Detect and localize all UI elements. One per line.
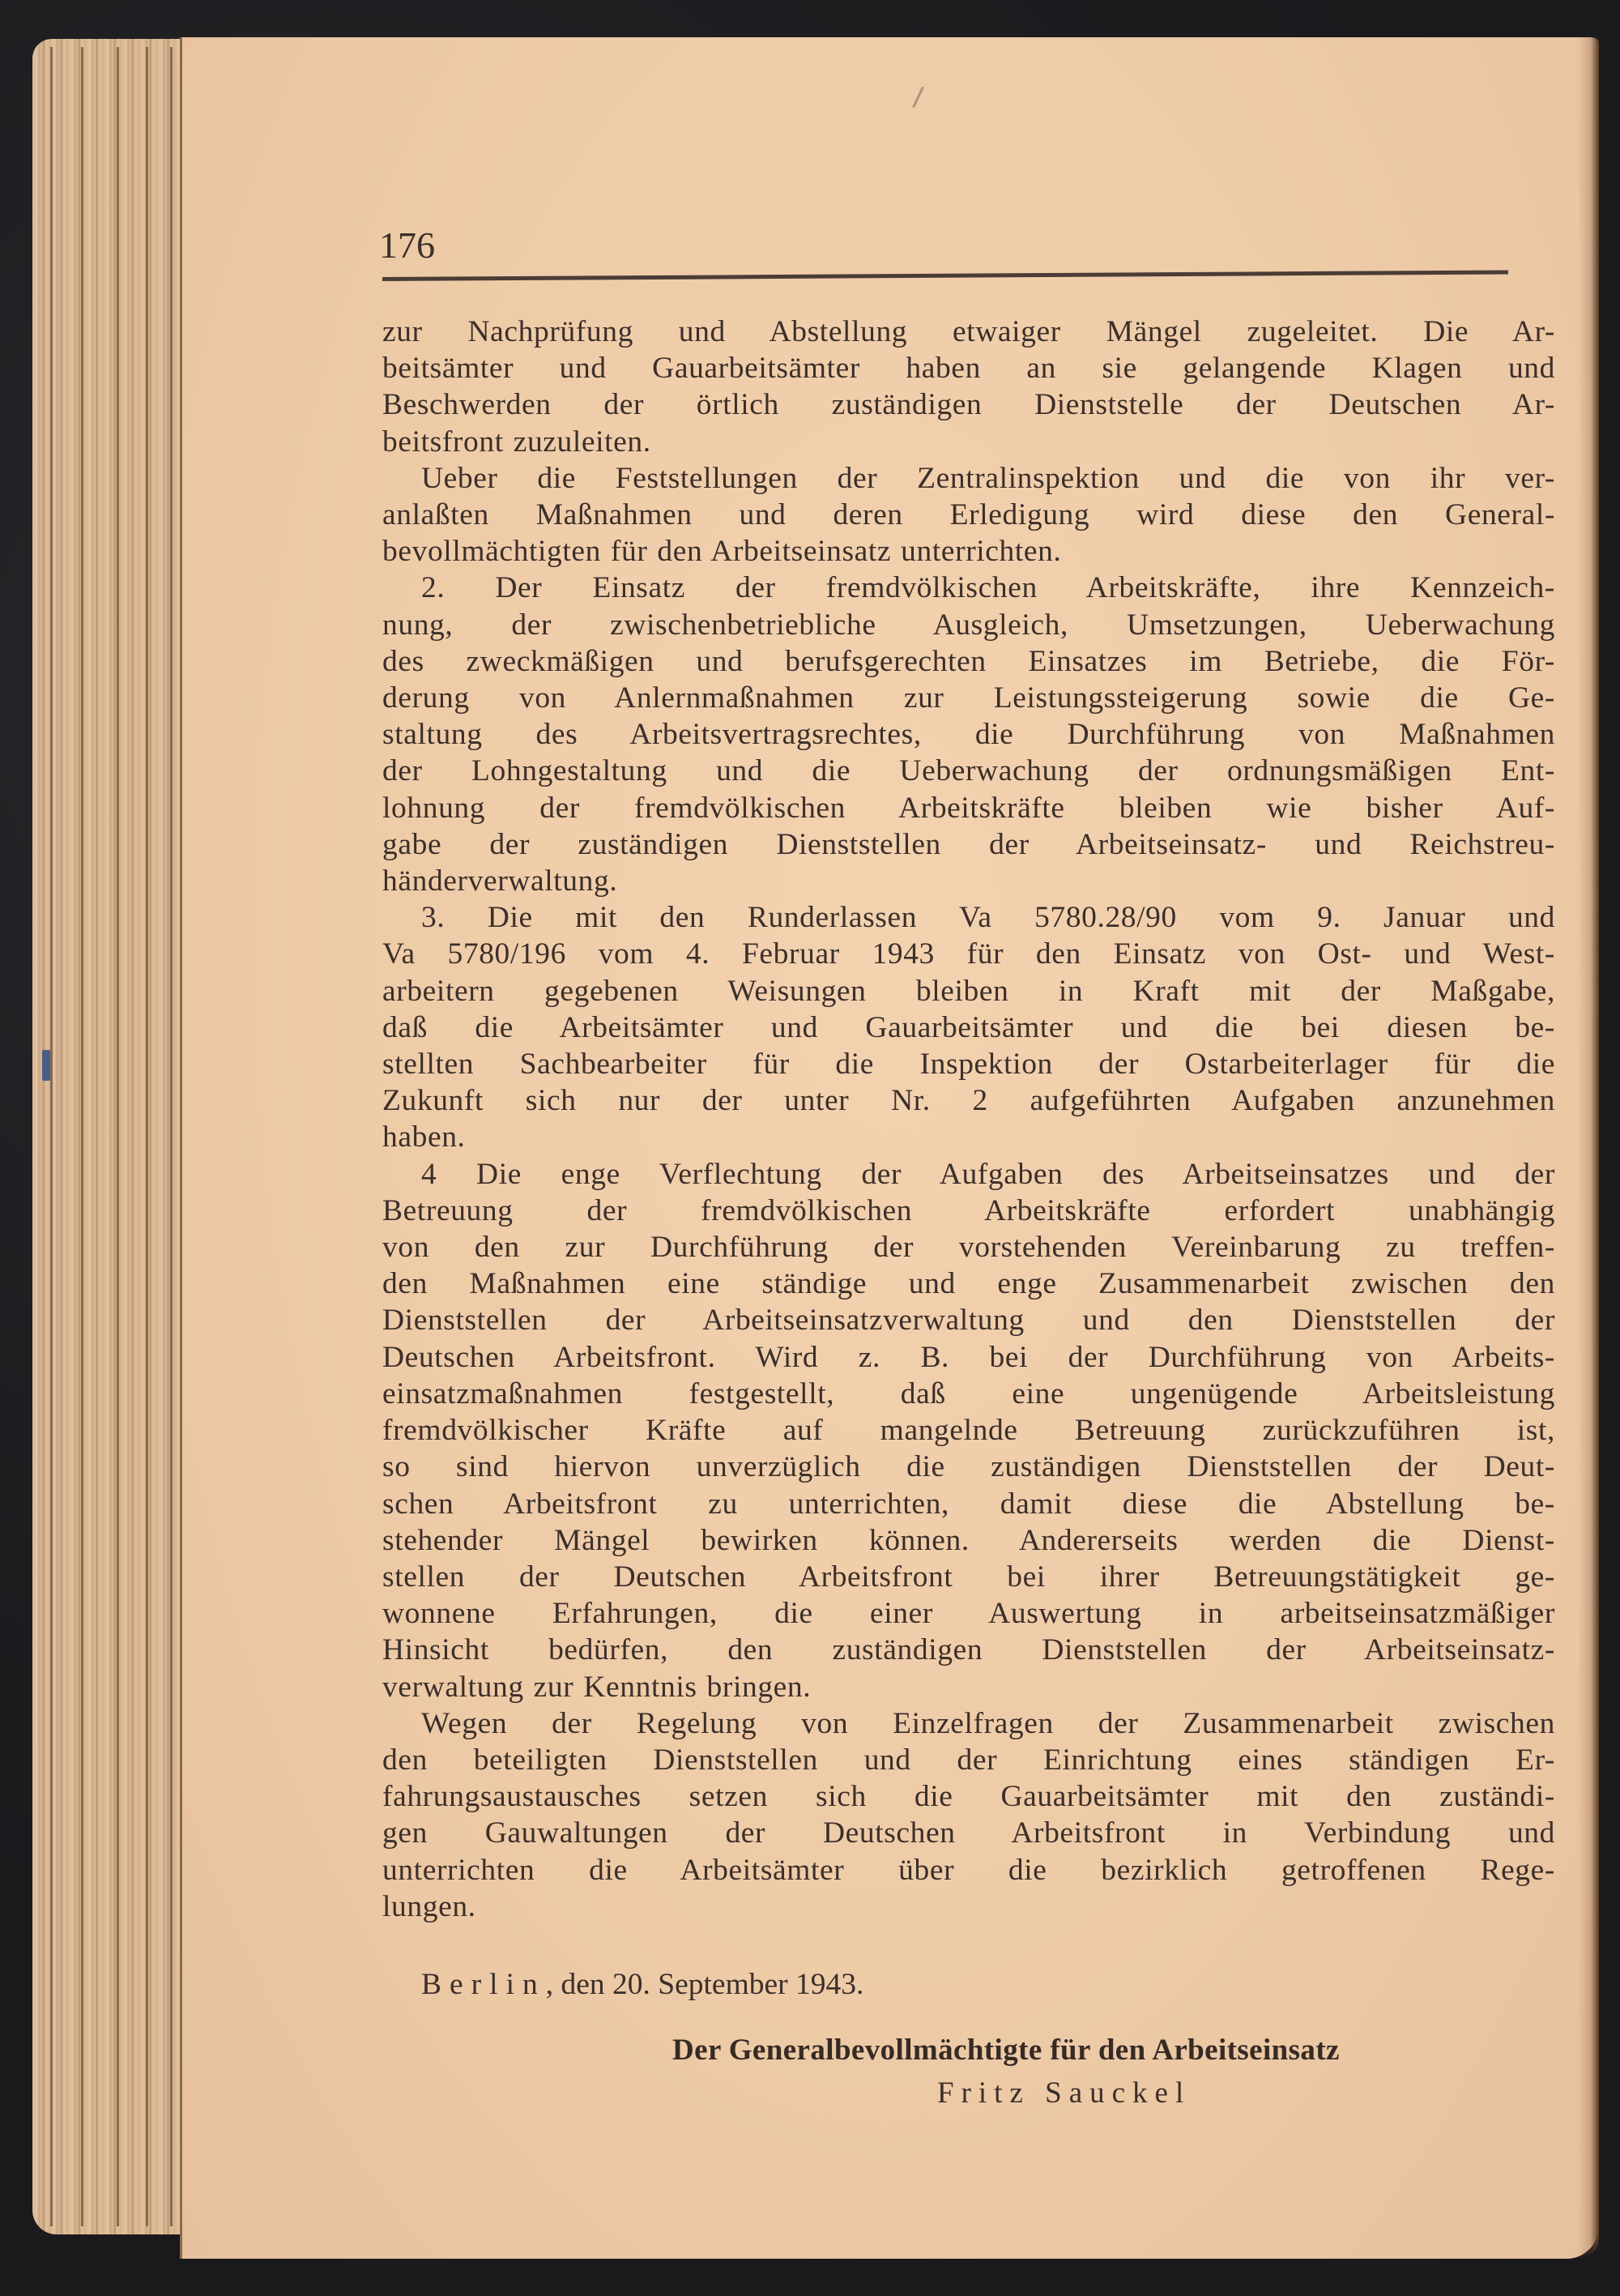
text-line: fahrungsaustausches setzen sich die Gauarbeitsämter mit den zuständi-	[382, 1780, 1555, 1814]
text-line: lungen.	[382, 1889, 476, 1923]
paragraph	[382, 570, 1555, 899]
text-line: Dienststellen der Arbeitseinsatzverwaltung und den Dienststellen der	[382, 1304, 1555, 1338]
signature-name: Fritz Sauckel	[937, 2076, 1192, 2110]
text-line: von den zur Durchführung der vorstehenden Vereinbarung zu treffen-	[382, 1231, 1555, 1265]
text-line: Beschwerden der örtlich zuständigen Dienststelle der Deutschen Ar-	[382, 388, 1555, 422]
text-line: 4 Die enge Verflechtung der Aufgaben des Arbeitseinsatzes und der	[421, 1157, 1555, 1191]
text-line: unterrichten die Arbeitsämter über die bezirklich getroffenen Rege-	[382, 1853, 1555, 1887]
signature-title: Der Generalbevollmächtigte für den Arbeitseinsatz	[672, 2033, 1340, 2067]
text-line: händerverwaltung.	[382, 864, 618, 898]
text-line: des zweckmäßigen und berufsgerechten Einsatzes im Betriebe, die För-	[382, 644, 1555, 678]
page-edge-line	[146, 47, 148, 2226]
text-line: gen Gauwaltungen der Deutschen Arbeitsfront in Verbindung und	[382, 1816, 1555, 1850]
text-line: derung von Anlernmaßnahmen zur Leistungssteigerung sowie die Ge-	[382, 681, 1555, 715]
header-rule	[382, 271, 1508, 281]
text-line: anlaßten Maßnahmen und deren Erledigung wird diese den General-	[382, 498, 1555, 532]
text-line: gabe der zuständigen Dienststellen der Arbeitseinsatz- und Reichstreu-	[382, 827, 1555, 861]
page-edge-stack	[32, 39, 186, 2234]
text-line: nung, der zwischenbetriebliche Ausgleich, Umsetzungen, Ueberwachung	[382, 608, 1555, 642]
text-line: stellen der Deutschen Arbeitsfront bei ihrer Betreuungstätigkeit ge-	[382, 1560, 1555, 1594]
page-header	[379, 224, 1555, 277]
text-line: stellten Sachbearbeiter für die Inspektion der Ostarbeiterlager für die	[382, 1048, 1555, 1082]
text-line: den beteiligten Dienststellen und der Einrichtung eines ständigen Er-	[382, 1743, 1555, 1777]
page-edge-line	[81, 47, 83, 2226]
text-line: beitsfront zuzuleiten.	[382, 425, 651, 459]
text-line: Ueber die Feststellungen der Zentralinspektion und die von ihr ver-	[421, 461, 1555, 495]
paragraph	[382, 1156, 1555, 1705]
text-line: haben.	[382, 1120, 466, 1154]
date: , den 20. September 1943.	[545, 1967, 864, 2001]
text-line: bevollmächtigten für den Arbeitseinsatz unterrichten.	[382, 535, 1062, 569]
page-edge-line	[170, 47, 173, 2226]
text-line: Zukunft sich nur der unter Nr. 2 aufgeführten Aufgaben anzunehmen	[382, 1084, 1555, 1118]
text-line: wonnene Erfahrungen, die einer Auswertung in arbeitseinsatzmäßiger	[382, 1597, 1555, 1631]
text-line: Wegen der Regelung von Einzelfragen der Zusammenarbeit zwischen	[421, 1706, 1555, 1740]
text-line: stehender Mängel bewirken können. Andererseits werden die Dienst-	[382, 1523, 1555, 1557]
text-line: daß die Arbeitsämter und Gauarbeitsämter und die bei diesen be-	[382, 1010, 1555, 1044]
paragraph	[382, 1705, 1555, 1925]
text-line: zur Nachprüfung und Abstellung etwaiger Mängel zugeleitet. Die Ar-	[382, 315, 1555, 348]
text-line: lohnung der fremdvölkischen Arbeitskräfte bleiben wie bisher Auf-	[382, 791, 1555, 825]
text-line: 2. Der Einsatz der fremdvölkischen Arbeitskräfte, ihre Kennzeich-	[421, 571, 1555, 605]
text-line: schen Arbeitsfront zu unterrichten, damit diese die Abstellung be-	[382, 1487, 1555, 1521]
text-line: den Maßnahmen eine ständige und enge Zusammenarbeit zwischen den	[382, 1267, 1555, 1301]
bookmark-tab	[42, 1050, 50, 1081]
text-line: beitsämter und Gauarbeitsämter haben an sie gelangende Klagen und	[382, 352, 1555, 386]
text-line: staltung des Arbeitsvertragsrechtes, die Durchführung von Maßnahmen	[382, 718, 1555, 752]
text-line: Hinsicht bedürfen, den zuständigen Dienststellen der Arbeitseinsatz-	[382, 1633, 1555, 1667]
text-line: verwaltung zur Kenntnis bringen.	[382, 1670, 812, 1704]
page-content	[379, 224, 1555, 2110]
page-edge-line	[50, 47, 53, 2226]
text-line: 3. Die mit den Runderlassen Va 5780.28/90 vom 9. Januar und	[421, 901, 1555, 935]
page-number: 176	[379, 224, 435, 266]
text-line: so sind hiervon unverzüglich die zuständigen Dienststellen der Deut-	[382, 1450, 1555, 1484]
paragraph	[382, 460, 1555, 570]
text-line: der Lohngestaltung und die Ueberwachung der ordnungsmäßigen Ent-	[382, 754, 1555, 788]
pencil-mark	[912, 87, 924, 109]
text-line: Va 5780/196 vom 4. Februar 1943 für den Einsatz von Ost- und West-	[382, 937, 1555, 971]
text-line: Deutschen Arbeitsfront. Wird z. B. bei der Durchführung von Arbeits-	[382, 1340, 1555, 1374]
text-line: fremdvölkischer Kräfte auf mangelnde Betreuung zurückzuführen ist,	[382, 1414, 1555, 1448]
place-date	[382, 1967, 1555, 2002]
paragraph	[382, 899, 1555, 1155]
page-edge-line	[117, 47, 119, 2226]
closing-block	[382, 1967, 1555, 2110]
body-text	[382, 314, 1555, 1925]
place: Berlin	[421, 1967, 546, 2001]
text-line: arbeitern gegebenen Weisungen bleiben in Kraft mit der Maßgabe,	[382, 974, 1555, 1008]
paragraph	[382, 314, 1555, 460]
text-line: Betreuung der fremdvölkischen Arbeitskräfte erfordert unabhängig	[382, 1193, 1555, 1227]
book-page	[180, 37, 1599, 2259]
text-line: einsatzmaßnahmen festgestellt, daß eine ungenügende Arbeitsleistung	[382, 1376, 1555, 1410]
